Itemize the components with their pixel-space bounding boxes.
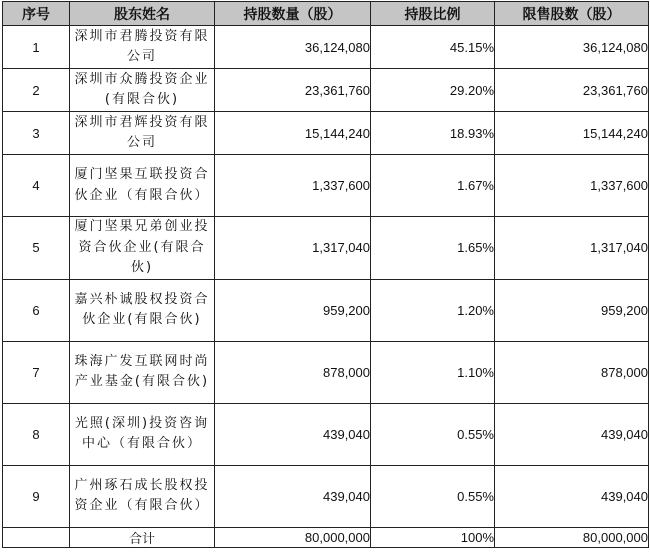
holder-ratio: 0.55% <box>371 403 495 465</box>
row-index: 4 <box>3 155 70 217</box>
row-index: 1 <box>3 26 70 69</box>
total-index-blank <box>3 527 70 547</box>
table-row <box>3 279 649 341</box>
row-index: 6 <box>3 279 70 341</box>
header-ratio: 持股比例 <box>371 2 495 26</box>
total-label: 合计 <box>70 527 215 547</box>
holder-name: 深圳市众腾投资企业(有限合伙) <box>70 69 215 112</box>
holder-shares: 36,124,080 <box>215 26 371 69</box>
row-index: 7 <box>3 341 70 403</box>
holder-ratio: 1.20% <box>371 279 495 341</box>
total-ratio: 100% <box>371 527 495 547</box>
holder-shares: 959,200 <box>215 279 371 341</box>
header-row <box>3 2 649 26</box>
row-index: 3 <box>3 112 70 155</box>
table-row <box>3 465 649 527</box>
holder-ratio: 45.15% <box>371 26 495 69</box>
row-index: 2 <box>3 69 70 112</box>
holder-name: 光照(深圳)投资咨询中心（有限合伙） <box>70 403 215 465</box>
holder-restricted-shares: 36,124,080 <box>495 26 649 69</box>
holder-name: 厦门坚果互联投资合伙企业（有限合伙） <box>70 155 215 217</box>
holder-ratio: 18.93% <box>371 112 495 155</box>
holder-restricted-shares: 439,040 <box>495 465 649 527</box>
holder-shares: 878,000 <box>215 341 371 403</box>
table-row <box>3 403 649 465</box>
holder-shares: 1,337,600 <box>215 155 371 217</box>
holder-name: 深圳市君腾投资有限公司 <box>70 26 215 69</box>
holder-restricted-shares: 1,317,040 <box>495 217 649 280</box>
header-restricted-shares: 限售股数（股） <box>495 2 649 26</box>
holder-name: 厦门坚果兄弟创业投资合伙企业(有限合伙) <box>70 217 215 280</box>
header-index: 序号 <box>3 2 70 26</box>
total-shares: 80,000,000 <box>215 527 371 547</box>
header-holder-name: 股东姓名 <box>70 2 215 26</box>
holder-ratio: 1.67% <box>371 155 495 217</box>
holder-name: 广州琢石成长股权投资企业（有限合伙） <box>70 465 215 527</box>
holder-restricted-shares: 15,144,240 <box>495 112 649 155</box>
table-row <box>3 112 649 155</box>
holder-ratio: 1.65% <box>371 217 495 280</box>
holder-restricted-shares: 1,337,600 <box>495 155 649 217</box>
row-index: 5 <box>3 217 70 280</box>
holder-shares: 439,040 <box>215 403 371 465</box>
total-restricted-shares: 80,000,000 <box>495 527 649 547</box>
table-body <box>3 26 649 548</box>
holder-name: 珠海广发互联网时尚产业基金(有限合伙) <box>70 341 215 403</box>
header-shares: 持股数量（股） <box>215 2 371 26</box>
row-index: 8 <box>3 403 70 465</box>
shareholder-table <box>2 1 649 548</box>
holder-restricted-shares: 23,361,760 <box>495 69 649 112</box>
table-row <box>3 341 649 403</box>
total-row <box>3 527 649 547</box>
table-row <box>3 26 649 69</box>
table-row <box>3 155 649 217</box>
holder-restricted-shares: 959,200 <box>495 279 649 341</box>
holder-ratio: 29.20% <box>371 69 495 112</box>
table-row <box>3 69 649 112</box>
holder-name: 嘉兴朴诚股权投资合伙企业(有限合伙) <box>70 279 215 341</box>
holder-shares: 439,040 <box>215 465 371 527</box>
holder-restricted-shares: 878,000 <box>495 341 649 403</box>
holder-restricted-shares: 439,040 <box>495 403 649 465</box>
holder-shares: 23,361,760 <box>215 69 371 112</box>
holder-shares: 1,317,040 <box>215 217 371 280</box>
holder-shares: 15,144,240 <box>215 112 371 155</box>
holder-ratio: 1.10% <box>371 341 495 403</box>
table-header <box>3 2 649 26</box>
table-row <box>3 217 649 280</box>
holder-ratio: 0.55% <box>371 465 495 527</box>
holder-name: 深圳市君辉投资有限公司 <box>70 112 215 155</box>
row-index: 9 <box>3 465 70 527</box>
